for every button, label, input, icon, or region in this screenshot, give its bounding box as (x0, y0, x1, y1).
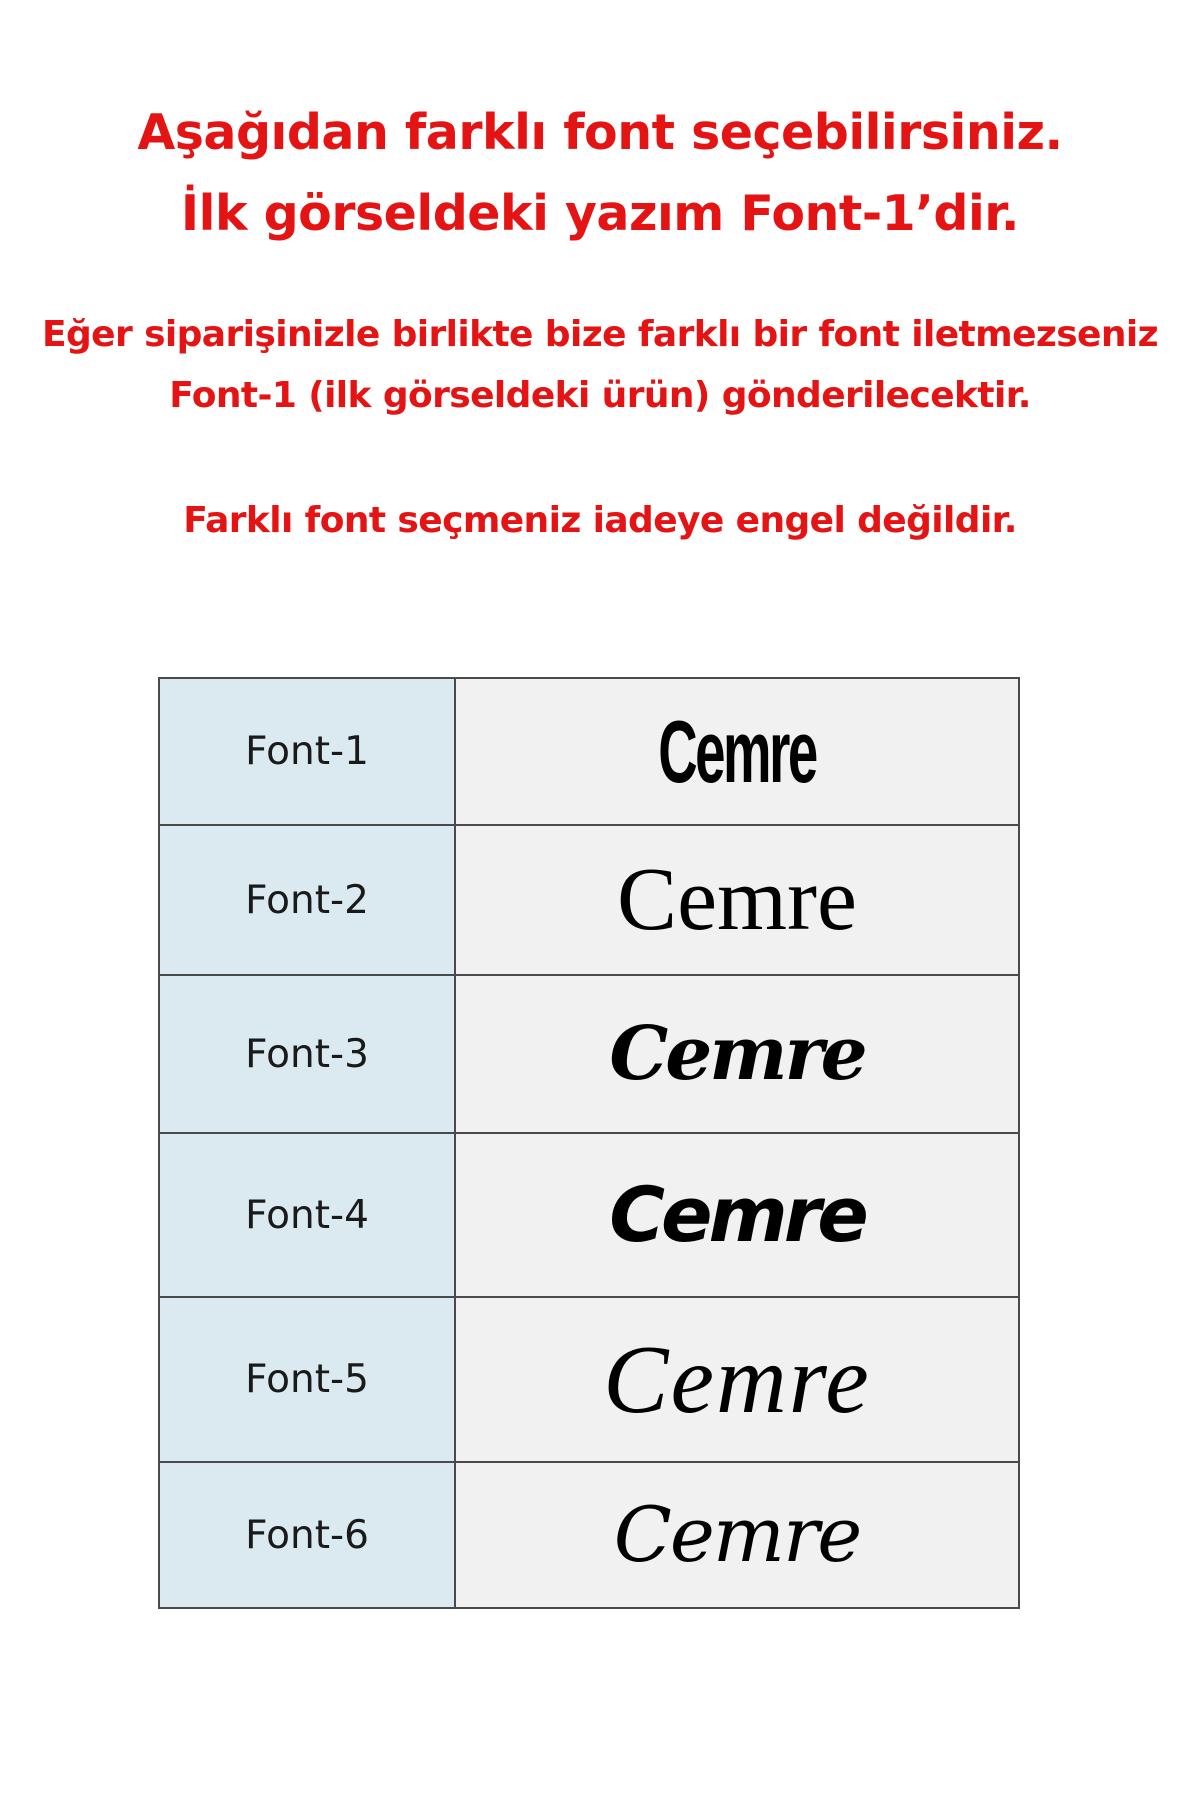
notice-line-1: Eğer siparişinizle birlikte bize farklı bir font iletmezseniz (42, 314, 1158, 355)
font-sample-text: Cemre (613, 1490, 861, 1579)
font-sample-cell (455, 825, 1019, 975)
font-sample-text: Cemre (609, 1170, 865, 1259)
table-row (159, 1297, 1019, 1462)
table-row (159, 1133, 1019, 1297)
font-sample-text: Cemre (609, 1011, 865, 1097)
font-name-cell: Font-4 (159, 1133, 455, 1297)
font-sample-cell (455, 1297, 1019, 1462)
table-row (159, 1462, 1019, 1608)
title-line-1: Aşağıdan farklı font seçebilirsiniz. (137, 104, 1063, 161)
font-name-cell: Font-5 (159, 1297, 455, 1462)
font-name-cell: Font-2 (159, 825, 455, 975)
table-row (159, 825, 1019, 975)
font-sample-cell (455, 975, 1019, 1133)
font-name-cell: Font-6 (159, 1462, 455, 1608)
table-row (159, 975, 1019, 1133)
return-note: Farklı font seçmeniz iadeye engel değildir. (183, 500, 1017, 541)
font-sample-text: Cemre (603, 1325, 871, 1434)
font-sample-text: Cemre (617, 850, 857, 949)
font-name-cell: Font-1 (159, 678, 455, 825)
font-sample-cell (455, 678, 1019, 825)
font-name-cell: Font-3 (159, 975, 455, 1133)
font-sample-text: Cemre (658, 701, 816, 801)
font-sample-cell (455, 1133, 1019, 1297)
font-table (158, 677, 1020, 1609)
table-row (159, 678, 1019, 825)
notice-line-2: Font-1 (ilk görseldeki ürün) gönderilecektir. (169, 375, 1031, 416)
font-sample-cell (455, 1462, 1019, 1608)
title-line-2: İlk görseldeki yazım Font-1’dir. (180, 185, 1020, 242)
